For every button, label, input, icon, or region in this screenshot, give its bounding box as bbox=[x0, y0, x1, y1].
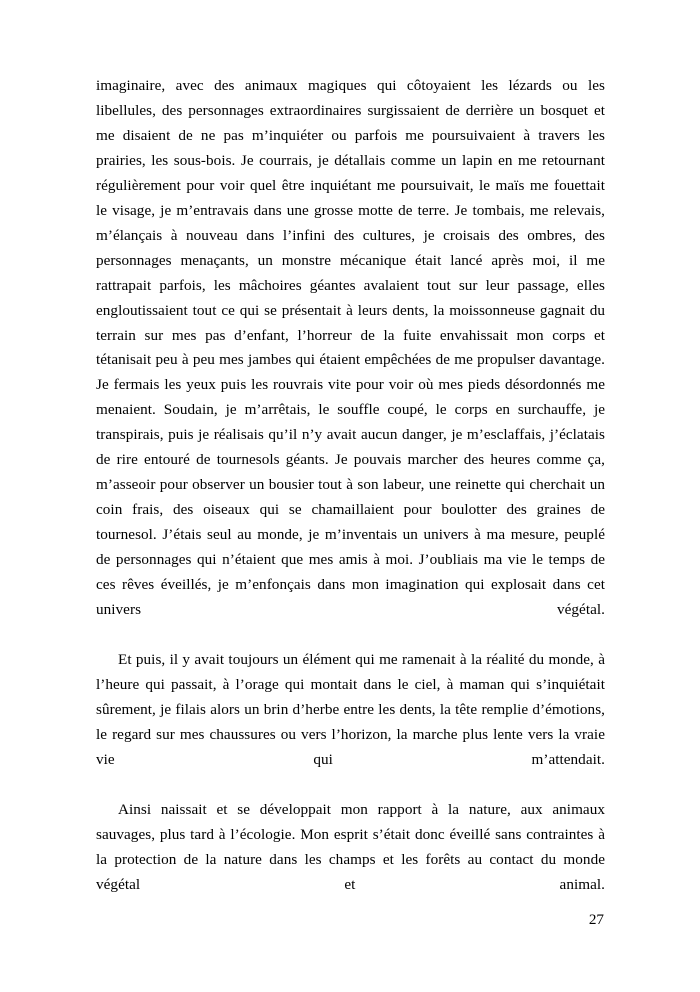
paragraph-continued: imaginaire, avec des animaux magiques qui côtoyaient les lézards ou les libellules, des personnages extraordinaires surgissaient de derrière un bosquet et me disaient de ne pas m’inquiéter ou parfois me poursuivaient à travers les prairies, les sous-bois. Je courrais, je détallais comme un lapin en me retournant régulièrement pour voir quel être inquiétant me poursuivait, le maïs me fouettait le visage, je m’entravais dans une grosse motte de terre. Je tombais, me relevais, m’élançais à nouveau dans l’infini des cultures, je croisais des ombres, des personnages menaçants, un monstre mécanique était lancé après moi, il me rattrapait parfois, les mâchoires géantes avalaient tout sur leur passage, elles engloutissaient tout ce qui se présentait à leurs dents, la moissonneuse gagnait du terrain sur mes pas d’enfant, l’horreur de la fuite envahissait mon corps et tétanisait peu à peu mes jambes qui étaient empêchées de me propulser davantage. Je fermais les yeux puis les rouvrais vite pour voir où mes pieds désordonnés me menaient. Soudain, je m’arrêtais, le souffle coupé, le corps en surchauffe, je transpirais, puis je réalisais qu’il n’y avait aucun danger, je m’esclaffais, j’éclatais de rire entouré de tournesols géants. Je pouvais marcher des heures comme ça, m’asseoir pour observer un bousier tout à son labeur, une reinette qui cherchait un coin frais, des oiseaux qui se chamaillaient pour boulotter des graines de tournesol. J’étais seul au monde, je m’inventais un univers à ma mesure, peuplé de personnages qui n’étaient que mes amis à moi. J’oubliais ma vie le temps de ces rêves éveillés, je m’enfonçais dans mon imagination qui explosait dans cet univers végétal. bbox=[96, 77, 605, 619]
paragraph: Ainsi naissait et se développait mon rapport à la nature, aux animaux sauvages, plus tard à l’écologie. Mon esprit s’était donc éveillé sans contraintes à la protection de la nature dans les champs et les forêts au contact du monde végétal et animal. bbox=[96, 800, 605, 893]
page-number: 27 bbox=[588, 911, 604, 928]
body-text-column bbox=[96, 74, 605, 922]
paragraph: Et puis, il y avait toujours un élément qui me ramenait à la réalité du monde, à l’heure qui passait, à l’orage qui montait dans le ciel, à maman qui s’inquiétait sûrement, je filais alors un brin d’herbe entre les dents, la tête remplie d’émotions, le regard sur mes chaussures ou vers l’horizon, la marche plus lente vers la vraie vie qui m’attendait. bbox=[96, 650, 605, 768]
